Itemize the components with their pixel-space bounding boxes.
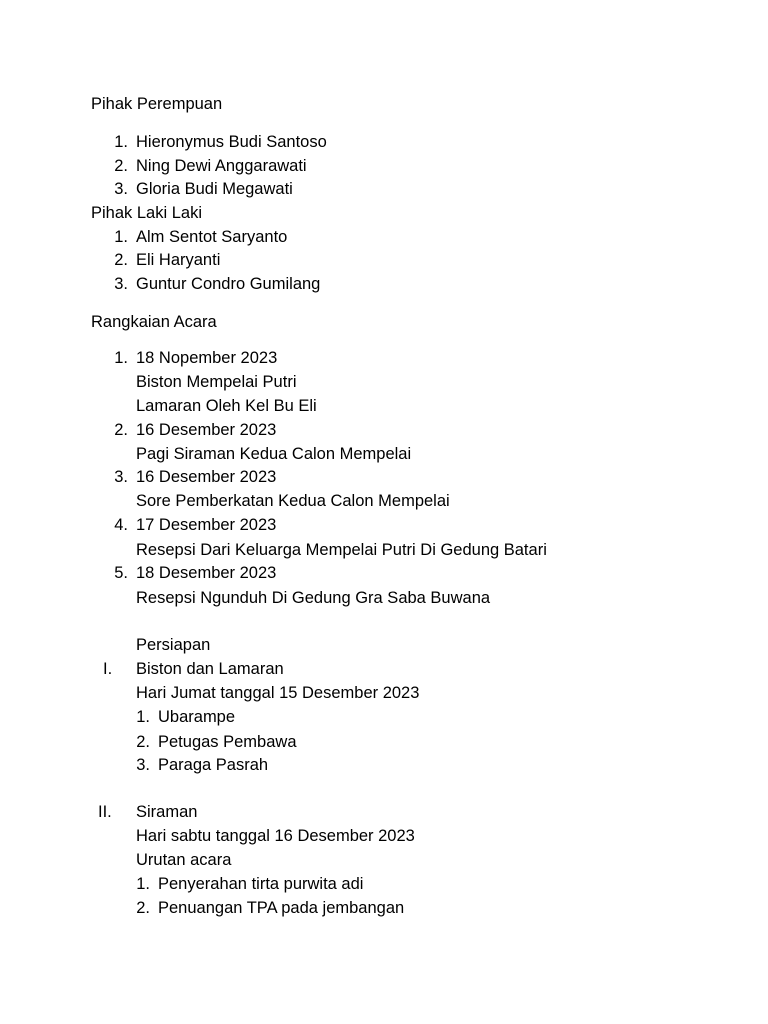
list-item: Guntur Condro Gumilang — [136, 275, 321, 293]
list-number: 2. — [136, 899, 150, 917]
section-title: Biston dan Lamaran — [136, 660, 284, 678]
list-number: 1. — [136, 875, 150, 893]
section-title: Siraman — [136, 803, 198, 821]
list-number: 5. — [114, 564, 128, 582]
event-description: Lamaran Oleh Kel Bu Eli — [136, 397, 317, 415]
event-description: Resepsi Dari Keluarga Mempelai Putri Di Gedung Batari — [136, 541, 547, 559]
list-number: 3. — [114, 468, 128, 486]
event-date: 16 Desember 2023 — [136, 468, 277, 486]
heading-pihak-laki: Pihak Laki Laki — [91, 204, 202, 222]
event-date: 18 Nopember 2023 — [136, 349, 278, 367]
list-number: 1. — [136, 708, 150, 726]
list-number: 2. — [114, 421, 128, 439]
list-item: Paraga Pasrah — [158, 756, 269, 774]
list-number: 3. — [114, 180, 128, 198]
list-item: Gloria Budi Megawati — [136, 180, 293, 198]
list-number: 3. — [114, 275, 128, 293]
event-description: Biston Mempelai Putri — [136, 373, 297, 391]
list-item: Penyerahan tirta purwita adi — [158, 875, 364, 893]
event-date: 17 Desember 2023 — [136, 516, 277, 534]
list-item: Penuangan TPA pada jembangan — [158, 899, 405, 917]
section-detail: Urutan acara — [136, 851, 232, 869]
event-date: 18 Desember 2023 — [136, 564, 277, 582]
list-number: 1. — [114, 349, 128, 367]
event-description: Sore Pemberkatan Kedua Calon Mempelai — [136, 492, 450, 510]
list-number: 2. — [114, 251, 128, 269]
list-item: Ubarampe — [158, 708, 236, 726]
section-detail: Hari Jumat tanggal 15 Desember 2023 — [136, 684, 420, 702]
event-date: 16 Desember 2023 — [136, 421, 277, 439]
list-number: 1. — [114, 228, 128, 246]
list-number: 1. — [114, 133, 128, 151]
section-detail: Hari sabtu tanggal 16 Desember 2023 — [136, 827, 415, 845]
heading-rangkaian-acara: Rangkaian Acara — [91, 313, 217, 331]
roman-numeral: I. — [103, 660, 113, 678]
list-number: 4. — [114, 516, 128, 534]
roman-numeral: II. — [98, 803, 112, 821]
list-item: Eli Haryanti — [136, 251, 221, 269]
event-description: Resepsi Ngunduh Di Gedung Gra Saba Buwana — [136, 589, 491, 607]
event-description: Pagi Siraman Kedua Calon Mempelai — [136, 445, 412, 463]
list-number: 2. — [136, 733, 150, 751]
list-number: 2. — [114, 157, 128, 175]
heading-persiapan: Persiapan — [136, 636, 211, 654]
list-item: Alm Sentot Saryanto — [136, 228, 288, 246]
list-item: Petugas Pembawa — [158, 733, 297, 751]
list-item: Hieronymus Budi Santoso — [136, 133, 327, 151]
heading-pihak-perempuan: Pihak Perempuan — [91, 95, 223, 113]
list-item: Ning Dewi Anggarawati — [136, 157, 307, 175]
list-number: 3. — [136, 756, 150, 774]
